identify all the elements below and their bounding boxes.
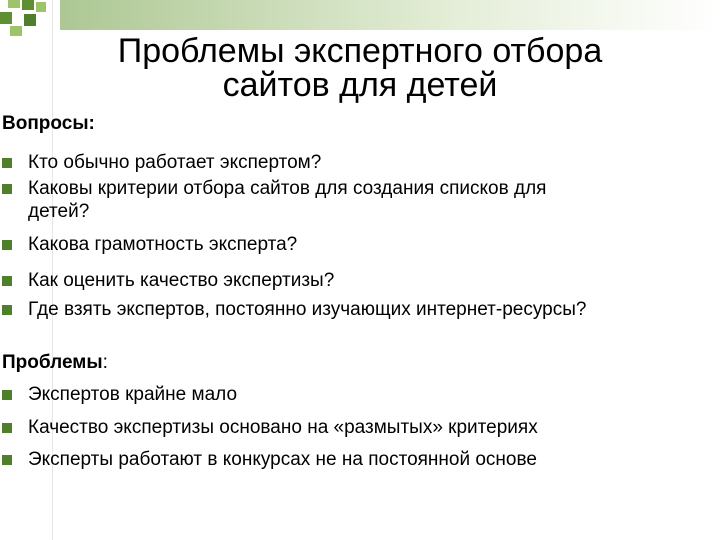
deco-square: [22, 0, 34, 10]
list-item: Эксперты работают в конкурсах не на постоянной основе: [2, 448, 537, 471]
problems-heading: Проблемы:: [2, 352, 108, 373]
list-item: Качество экспертизы основано на «размытых» критериях: [2, 416, 538, 439]
square-bullet-icon: [2, 390, 12, 400]
slide-title-line1: Проблемы экспертного отбора: [117, 32, 603, 70]
square-bullet-icon: [2, 455, 12, 465]
square-bullet-icon: [2, 276, 12, 286]
slide-title: [80, 34, 640, 102]
list-item: Как оценить качество экспертизы?: [2, 269, 334, 292]
list-item: Какова грамотность эксперта?: [2, 233, 297, 256]
deco-square: [36, 2, 46, 12]
square-bullet-icon: [2, 184, 12, 194]
square-bullet-icon: [2, 240, 12, 250]
list-item: Кто обычно работает экспертом?: [2, 151, 321, 174]
deco-square: [24, 14, 36, 26]
list-item: Каковы критерии отбора сайтов для создания списков для детей?: [2, 177, 546, 223]
header-gradient-bar: [60, 0, 720, 30]
deco-square: [8, 0, 20, 8]
square-bullet-icon: [2, 158, 12, 168]
square-bullet-icon: [2, 423, 12, 433]
list-item: Где взять экспертов, постоянно изучающих интернет-ресурсы?: [2, 298, 586, 321]
square-bullet-icon: [2, 305, 12, 315]
deco-square: [0, 12, 12, 24]
deco-square: [10, 26, 22, 36]
slide-title-line2: сайтов для детей: [222, 66, 498, 104]
list-item: Экспертов крайне мало: [2, 383, 237, 406]
questions-heading: Вопросы:: [2, 113, 95, 134]
